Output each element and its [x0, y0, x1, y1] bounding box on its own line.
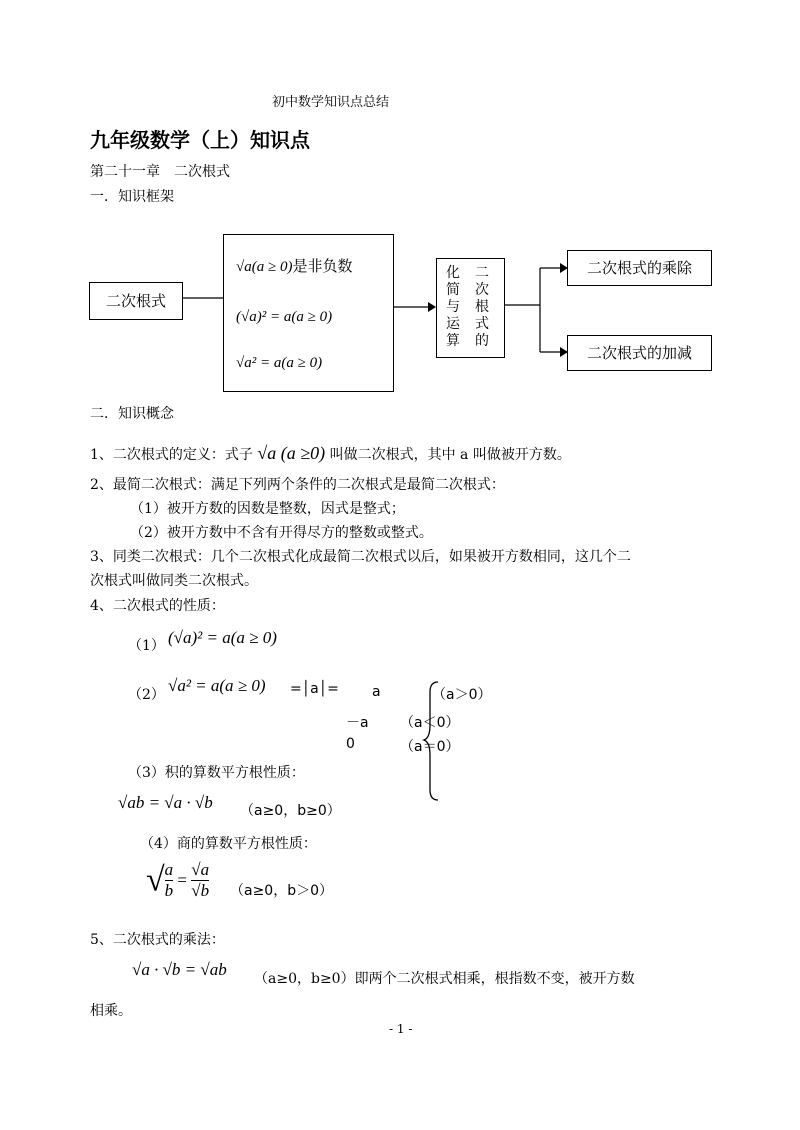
property-4-math: √ $\frac{a}{b}$ = $\frac{√a}{√b}$ [146, 860, 210, 900]
property-1-math: (√a)² = a(a ≥ 0) [168, 628, 277, 647]
vchar: 算 [446, 333, 460, 349]
property-4-lhs-fraction [165, 860, 174, 901]
framework-root-box [89, 282, 183, 320]
item-5-text-line-2: 相乘。 [90, 1003, 132, 1019]
page-number: - 1 - [389, 1022, 413, 1036]
center-line-1 [236, 255, 352, 276]
add-sub-label: 二次根式的加减 [586, 344, 692, 362]
item-5-math: √a · √b = √ab [132, 960, 227, 979]
vchar: 的 [475, 333, 489, 349]
property-3-condition: （a≥0，b≥0） [240, 803, 341, 819]
case-2-value: －a [346, 715, 369, 731]
vchar: 次 [475, 282, 489, 298]
lhs-numerator: a [164, 860, 174, 879]
vertical-col-2 [475, 265, 491, 350]
framework-box-mult-div [567, 250, 712, 286]
running-header: 初中数学知识点总结 [272, 95, 390, 110]
vchar: 式 [475, 316, 489, 332]
lhs-denominator: b [164, 881, 174, 900]
property-2-label: （2） [128, 687, 165, 703]
vchar: 运 [446, 316, 460, 332]
mult-div-label: 二次根式的乘除 [586, 259, 692, 277]
rhs-denominator: √b [191, 881, 210, 900]
item-2-condition-2: （2）被开方数中不含有开得尽方的整数或整式。 [130, 525, 433, 541]
case-2-condition: （a＜0） [400, 715, 460, 731]
case-1-condition: （a＞0） [432, 687, 492, 703]
center-line-2: (√a)² = a(a ≥ 0) [236, 309, 333, 325]
item-3-line-2: 次根式叫做同类二次根式。 [90, 573, 258, 589]
item-1-suffix: 叫做二次根式，其中 a 叫做被开方数。 [329, 447, 571, 463]
item-1-math: √a (a ≥0) [257, 443, 326, 463]
vertical-col-1 [446, 265, 462, 350]
section-heading-framework: 一．知识框架 [90, 189, 174, 205]
framework-root-label: 二次根式 [105, 292, 166, 310]
item-1-prefix: 1、二次根式的定义：式子 [90, 447, 253, 463]
vchar: 根 [475, 299, 489, 315]
section-heading-concepts: 二．知识概念 [90, 406, 174, 422]
property-2-abs: =│a│= [290, 681, 339, 697]
framework-center-box [223, 234, 394, 392]
framework-vertical-box [436, 258, 505, 358]
center-line-1-text: 是非负数 [292, 257, 353, 275]
property-4-rhs-fraction [191, 860, 209, 901]
item-5-multiplication: 5、二次根式的乘法： [90, 932, 225, 948]
property-3-label: （3）积的算数平方根性质： [128, 765, 305, 781]
item-3-line-1: 3、同类二次根式：几个二次根式化成最简二次根式以后，如果被开方数相同，这几个二 [90, 549, 631, 565]
property-4-condition: （a≥0，b＞0） [230, 883, 334, 899]
framework-box-add-sub [567, 335, 712, 371]
case-3-value: 0 [346, 736, 355, 752]
page-title: 九年级数学（上）知识点 [90, 128, 310, 152]
center-line-1-math: √a(a ≥ 0) [236, 259, 293, 275]
rhs-numerator: √a [191, 860, 210, 879]
vchar: 与 [446, 299, 460, 315]
item-2-simplest: 2、最简二次根式：满足下列两个条件的二次根式是最简二次根式： [90, 477, 505, 493]
property-2-math: √a² = a(a ≥ 0) [168, 676, 266, 695]
case-1-value: a [372, 684, 381, 700]
vchar: 化 [446, 265, 460, 281]
case-3-condition: （a＝0） [400, 739, 460, 755]
item-4-properties: 4、二次根式的性质： [90, 598, 225, 614]
item-1-definition [90, 443, 571, 464]
item-5-text-line-1: （a≥0，b≥0）即两个二次根式相乘，根指数不变，被开方数 [254, 971, 635, 987]
property-1-label: （1） [128, 638, 165, 654]
chapter-heading: 第二十一章 二次根式 [90, 164, 230, 180]
vchar: 简 [446, 282, 460, 298]
property-4-label: （4）商的算数平方根性质： [140, 836, 317, 852]
item-2-condition-1: （1）被开方数的因数是整数，因式是整式； [130, 501, 405, 517]
property-3-math: √ab = √a · √b [118, 793, 213, 812]
center-line-3: √a² = a(a ≥ 0) [236, 355, 323, 371]
vchar: 二 [475, 265, 489, 281]
